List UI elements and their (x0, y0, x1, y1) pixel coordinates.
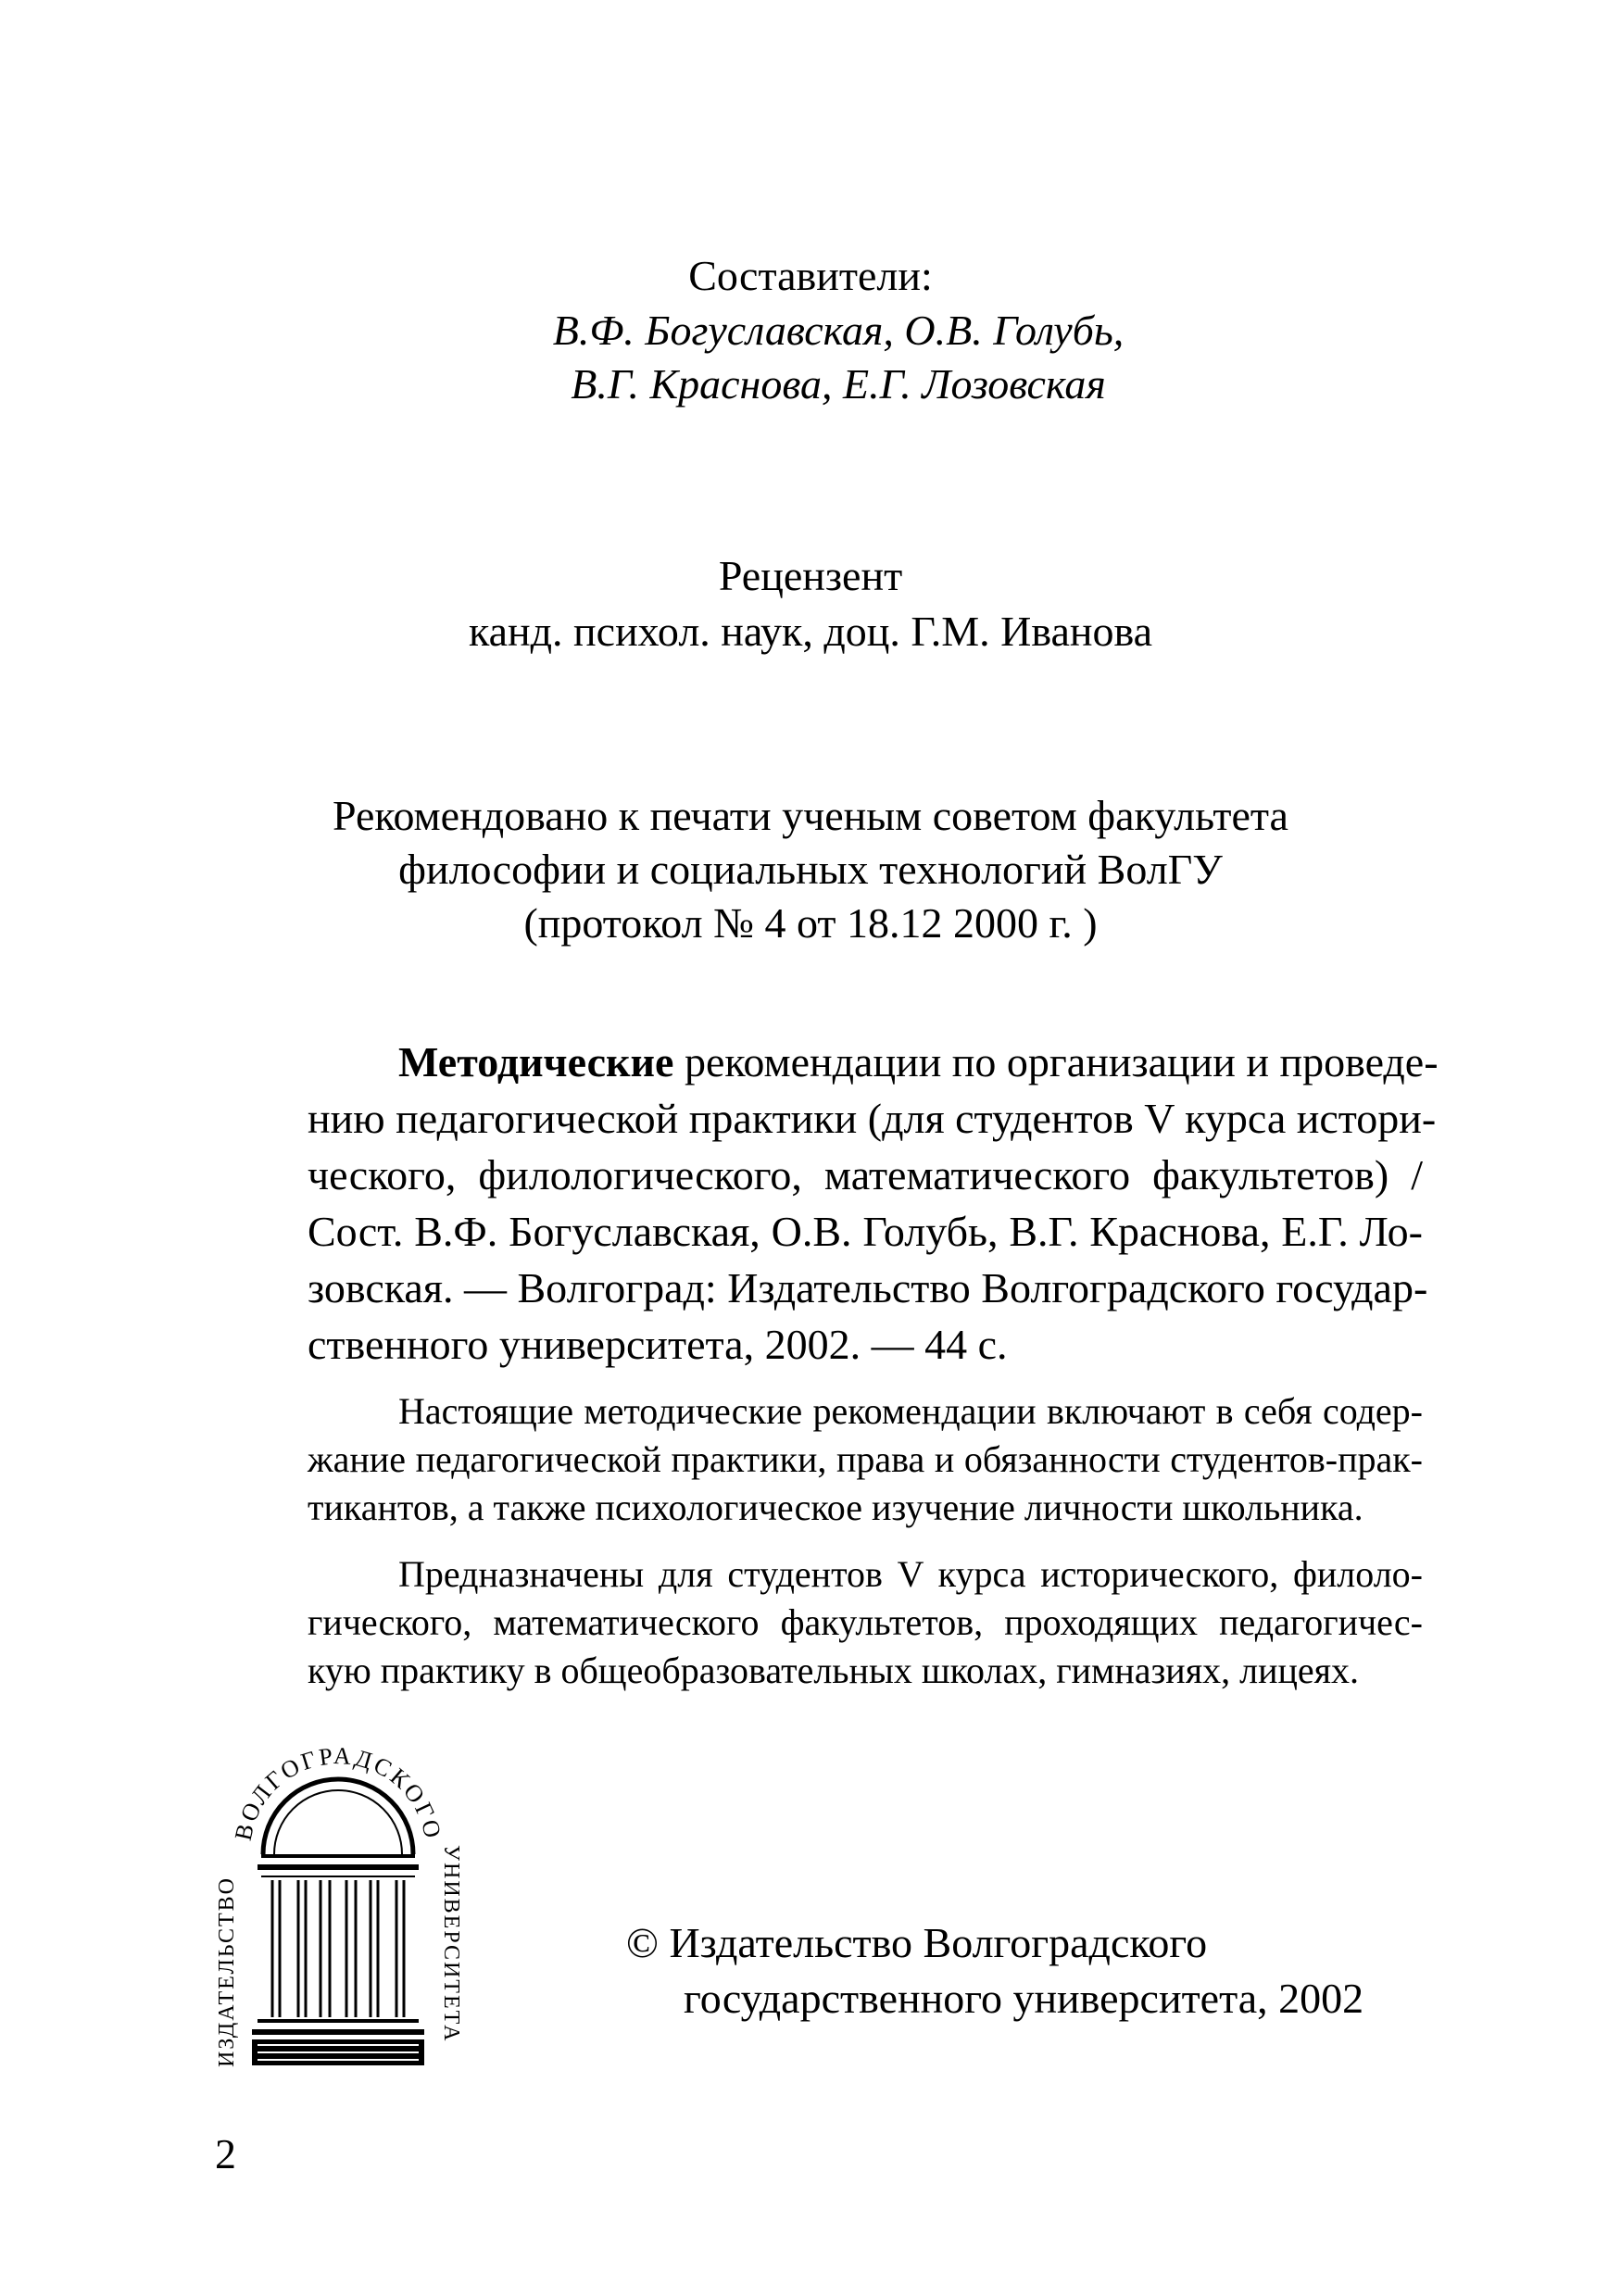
publisher-logo-icon (206, 1723, 471, 2080)
copyright (626, 1915, 1363, 2026)
compilers-section (0, 248, 1621, 411)
annotation-section (308, 1034, 1439, 1695)
abstract-line: тикантов, а также психологическое изучение личности школьника. (308, 1487, 1363, 1528)
reviewer-heading: Рецензент (718, 552, 903, 599)
abstract-line: кую практику в общеобразовательных школах, гимназиях, лицеях. (308, 1650, 1360, 1691)
abstract-line: гического, математического факультетов, проходящих педагогичес- (308, 1601, 1423, 1643)
annotation-line: Сост. В.Ф. Богуславская, О.В. Голубь, В.Г. Краснова, Е.Г. Ло- (308, 1208, 1423, 1255)
annotation-line-rest: рекомендации по организации и проведе- (673, 1038, 1439, 1085)
bibliographic-description (308, 1034, 1439, 1373)
page-number: 2 (215, 2130, 236, 2177)
annotation-bold-title: Методические (398, 1038, 674, 1085)
abstract-line: жание педагогической практики, права и обязанности студентов-прак- (308, 1438, 1423, 1480)
compilers-heading: Составители: (688, 252, 933, 299)
annotation-line: ственного университета, 2002. — 44 с. (308, 1321, 1008, 1368)
publisher-logo (206, 1723, 471, 2080)
recommendation-line3: (протокол № 4 от 18.12 2000 г. ) (523, 899, 1098, 947)
recommendation-line1: Рекомендовано к печати ученым советом факультета (333, 792, 1288, 839)
annotation-line (308, 1034, 1439, 1090)
compilers-names-line1: В.Ф. Богуславская, О.В. Голубь, (552, 307, 1125, 354)
logo-left-text: ИЗДАТЕЛЬСТВО (215, 1876, 239, 2067)
recommendation-line2: философии и социальных технологий ВолГУ (398, 846, 1223, 893)
copyright-line2: государственного университета, 2002 (684, 1975, 1364, 2022)
reviewer-section (0, 548, 1621, 659)
abstract-line: Предназначены для студентов V курса исторического, филоло- (398, 1553, 1423, 1595)
copyright-line1: © Издательство Волгоградского (626, 1919, 1208, 1966)
abstract-line: Настоящие методические рекомендации включают в себя содер- (398, 1390, 1423, 1432)
reviewer-name: канд. психол. наук, доц. Г.М. Иванова (468, 608, 1153, 655)
abstract-paragraph-2 (308, 1550, 1423, 1695)
recommendation-section (0, 789, 1621, 950)
compilers-names-line2: В.Г. Краснова, Е.Г. Лозовская (571, 360, 1106, 408)
annotation-line: нию педагогической практики (для студентов V курса истори- (308, 1095, 1437, 1142)
logo-right-text: УНИВЕРСИТЕТА (439, 1845, 463, 2043)
annotation-line: ческого, филологического, математического факультетов) / (308, 1151, 1423, 1198)
annotation-line: зовская. — Волгоград: Издательство Волгоградского государ- (308, 1264, 1428, 1311)
logo-top-text: ВОЛГОГРАДСКОГО (229, 1741, 447, 1843)
abstract-paragraph-1 (308, 1387, 1423, 1532)
